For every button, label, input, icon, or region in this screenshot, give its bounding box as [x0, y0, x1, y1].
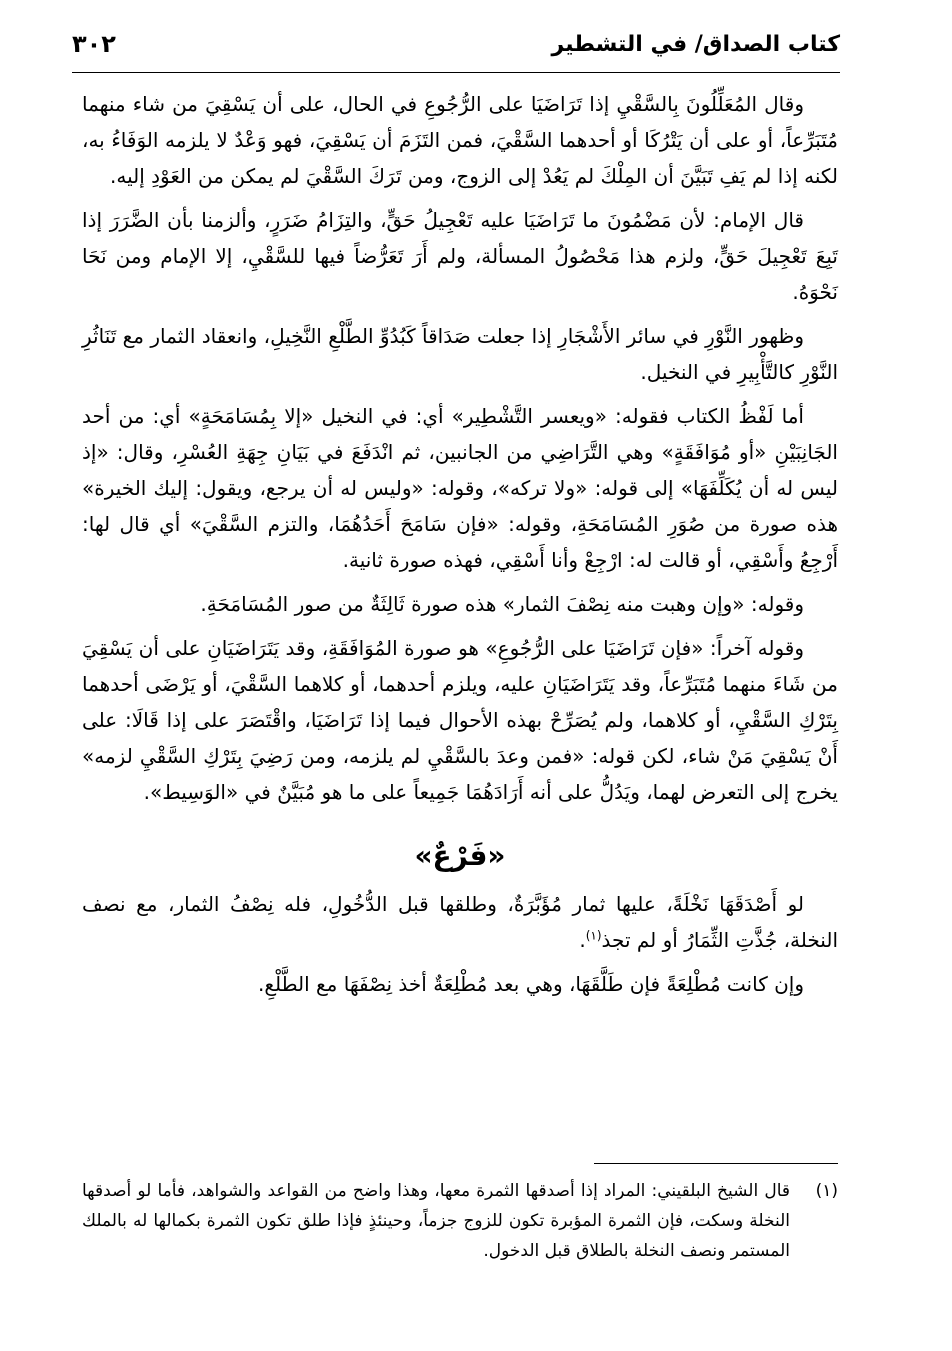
- paragraph: أما لَفْظُ الكتاب فقوله: «ويعسر التَّشْطِير» أي: في النخيل «إلا بِمُسَامَحَةٍ» أي: من أحد الجَانِبَيْنِ «أو مُوَافَقَةٍ» وهي التَّرَاضِي من الجانبين، ثم انْدَفَعَ في بَيَانِ جِهَةِ العُسْرِ، وقال: «إذ ليس له أن يُكَلِّفَهَا» إلى قوله: «ولا تركه»، وقوله: «وليس له أن يرجع، ويقول: إليك الخيرة» هذه صورة من صُوَرِ المُسَامَحَةِ، وقوله: «فإن سَامَحَ أَحَدُهُمَا، والتزم السَّقْيَ» أي قال لها: أَرْجِعُ وأَسْقِي، أو قالت له: ارْجِعْ وأنا أَسْقِي، فهذه صورة ثانية.: [82, 404, 838, 572]
- running-title: كتاب الصداق/ في التشطير: [551, 32, 840, 57]
- section-paragraph-end: .: [579, 928, 586, 952]
- section-paragraph-text: لو أَصْدَقَهَا نَخْلَةً، عليها ثمار مُؤَبَّرَةٌ، وطلقها قبل الدُّخُولِ، فله نِصْفُ الثمار، مع نصف النخلة، جُذَّتِ الثِّمَارُ أو لم تجذ: [82, 892, 838, 952]
- footnote-reference[interactable]: (١): [585, 928, 602, 943]
- paragraph: وظهور النَّوْرِ في سائر الأَشْجَارِ إذا جعلت صَدَاقاً كَبُدُوِّ الطَّلْعِ النَّخِيلِ، وانعقاد الثمار مع تَنَاثُرِ النَّوْرِ كالتَّأْبِيرِ في النخيل.: [82, 324, 838, 384]
- footnote: [82, 1176, 838, 1266]
- section-paragraph: [82, 886, 838, 958]
- paragraph: قال الإمام: لأن مَضْمُونَ ما تَرَاضَيَا عليه تَعْجِيلُ حَقٍّ، والتِزَامُ ضَرَرٍ، وألزمنا بأن الضَّرَرَ إذا تَبِعَ تَعْجِيلَ حَقٍّ، ولزم هذا مَحْصُولُ المسألة، ولم أَرَ تَعَرُّضاً فيها للسَّقْيِ، إلا الإمام ومن نَحَا نَحْوَهُ.: [82, 208, 838, 304]
- paragraph: وقال المُعَلِّلُونَ بِالسَّقْيِ إذا تَرَاضَيَا على الرُّجُوعِ في الحال، على أن يَسْقِيَ من شاء منهما مُتَبَرِّعاً، أو على أن يَتْرُكَا أو أحدهما السَّقْيَ، فمن التَزَمَ أن يَسْقِيَ، فهو وَعْدٌ لا يلزمه الوَفَاءُ به، لكنه إذا لم يَفِ تَبَيَّنَ أن المِلْكَ لم يَعُدْ إلى الزوج، ومن تَرَكَ السَّقْيَ لم يمكن من العَوْدِ إليه.: [82, 92, 838, 188]
- page-number: ٣٠٢: [72, 30, 116, 58]
- body-text: [82, 86, 838, 1010]
- paragraph: وقوله آخراً: «فإن تَرَاضَيَا على الرُّجُوعِ» هو صورة المُوَافَقَةِ، وقد يَتَرَاضَيَانِ على أن يَسْقِيَ من شَاءَ منهما مُتَبَرِّعاً، وقد يَتَرَاضَيَانِ عليه، ويلزم أحدهما، أو كلاهما السَّقْيَ، أو يَرْضَى أحدهما بِتَرْكِ السَّقْيِ، أو كلاهما، ولم يُصَرِّحْ بهذه الأحوال فيما إذا تَرَاضَيَا، واقْتَصَرَ على إذا قَالَا: على أَنْ يَسْقِيَ مَنْ شاء، لكن قوله: «فمن وعدَ بالسَّقْيِ لم يلزمه، ومن رَضِيَ بِتَرْكِ السَّقْيِ لزمه» يخرج إلى التعرض لهما، ويَدُلُّ على أنه أَرَادَهُمَا جَمِيعاً على ما هو مُبَيَّنٌ في «الوَسِيط».: [82, 636, 838, 804]
- section-title: «فَرْعٌ»: [414, 839, 506, 872]
- section-paragraph: وإن كانت مُطْلِعَةً فإن طَلَّقَهَا، وهي بعد مُطْلِعَةٌ أخذ نِصْفَهَا مع الطَّلْعِ.: [257, 972, 804, 996]
- footnote-text: قال الشيخ البلقيني: المراد إذا أصدقها الثمرة معها، وهذا واضح من القواعد والشواهد، فأما لو أصدقها النخلة وسكت، فإن الثمرة المؤبرة تكون للزوج جزماً، وحينئذٍ فإذا طلق تكون الثمرة بكمالها له بالملك المستمر ونصف النخلة بالطلاق قبل الدخول.: [82, 1181, 790, 1261]
- footnote-rule: [594, 1163, 838, 1164]
- header-rule: [72, 72, 840, 73]
- paragraph: وقوله: «وإن وهبت منه نِصْفَ الثمار» هذه صورة ثَالِثَةٌ من صور المُسَامَحَةِ.: [200, 592, 804, 616]
- page-header: [72, 28, 840, 64]
- footnote-marker: (١): [815, 1181, 838, 1201]
